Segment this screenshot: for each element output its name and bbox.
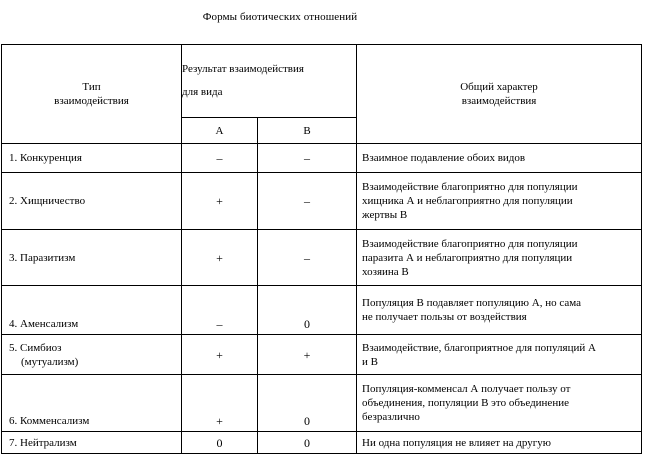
row-description-line: и В <box>362 355 378 368</box>
row-type: 1. Конкуренция <box>2 144 182 173</box>
row-effect-a: – <box>182 144 258 173</box>
row-description-line: безразлично <box>362 411 420 423</box>
row-description <box>357 335 642 375</box>
row-type: 4. Аменсализм <box>2 286 182 335</box>
header-result-line1: Результат взаимодействия <box>182 63 304 75</box>
row-type: 2. Хищничество <box>2 173 182 230</box>
row-effect-b: 0 <box>258 432 357 454</box>
row-description <box>357 286 642 335</box>
row-description-line: Взаимодействие благоприятно для популяции <box>362 237 578 250</box>
header-type-cell <box>2 45 182 144</box>
row-effect-a: 0 <box>182 432 258 454</box>
table-row <box>2 375 642 432</box>
row-description-line: хозяина В <box>362 265 409 278</box>
row-description <box>357 230 642 286</box>
row-description <box>357 144 642 173</box>
header-general-line2: взаимодействия <box>461 95 537 107</box>
row-effect-a: – <box>182 286 258 335</box>
row-type: 5. Симбиоз <box>9 341 62 354</box>
row-effect-a: + <box>182 230 258 286</box>
row-description-line: Взаимодействие, благоприятное для популяций А <box>362 341 596 354</box>
row-effect-a: + <box>182 375 258 432</box>
row-description <box>357 173 642 230</box>
row-type-subtitle: (мутуализм) <box>21 355 79 368</box>
row-description-line: объединения, популяции В это объединение <box>362 397 569 409</box>
row-effect-b: 0 <box>258 286 357 335</box>
row-description <box>357 375 642 432</box>
table-row <box>2 144 642 173</box>
header-general-cell <box>357 45 642 144</box>
row-description-line: хищника А и неблагоприятно для популяции <box>362 195 573 207</box>
table-row <box>2 173 642 230</box>
row-effect-b: + <box>258 335 357 375</box>
header-col-b: В <box>258 118 357 144</box>
row-effect-a: + <box>182 173 258 230</box>
row-type: 6. Комменсализм <box>2 375 182 432</box>
table-row <box>2 230 642 286</box>
row-description-line: паразита А и неблагоприятно для популяции <box>362 251 573 264</box>
header-col-a: А <box>182 118 258 144</box>
row-description-line: Популяция-комменсал А получает пользу от <box>362 383 571 395</box>
row-type-cell <box>2 335 182 375</box>
header-result-line2: для вида <box>182 86 223 98</box>
row-description-line: не получает пользы от воздействия <box>362 311 527 323</box>
biotic-relations-table <box>1 44 642 454</box>
table-row <box>2 432 642 454</box>
row-description-line: жертвы В <box>362 209 408 221</box>
row-effect-b: 0 <box>258 375 357 432</box>
document-title: Формы биотических отношений <box>202 11 358 23</box>
row-description-line: Взаимное подавление обоих видов <box>362 152 526 164</box>
row-description <box>357 432 642 454</box>
table-row <box>2 286 642 335</box>
table-row <box>2 335 642 375</box>
row-effect-a: + <box>182 335 258 375</box>
row-effect-b: – <box>258 173 357 230</box>
row-type: 7. Нейтрализм <box>2 432 182 454</box>
row-type: 3. Паразитизм <box>2 230 182 286</box>
row-effect-b: – <box>258 144 357 173</box>
header-type-line2: взаимодействия <box>54 95 129 107</box>
header-result-cell <box>182 45 357 118</box>
row-description-line: Популяция В подавляет популяцию А, но сама <box>362 297 581 309</box>
header-general-line1: Общий характер <box>460 81 538 93</box>
row-description-line: Взаимодействие благоприятно для популяции <box>362 181 578 193</box>
row-effect-b: – <box>258 230 357 286</box>
header-type-line1: Тип <box>82 81 101 93</box>
row-description-line: Ни одна популяция не влияет на другую <box>362 436 551 449</box>
